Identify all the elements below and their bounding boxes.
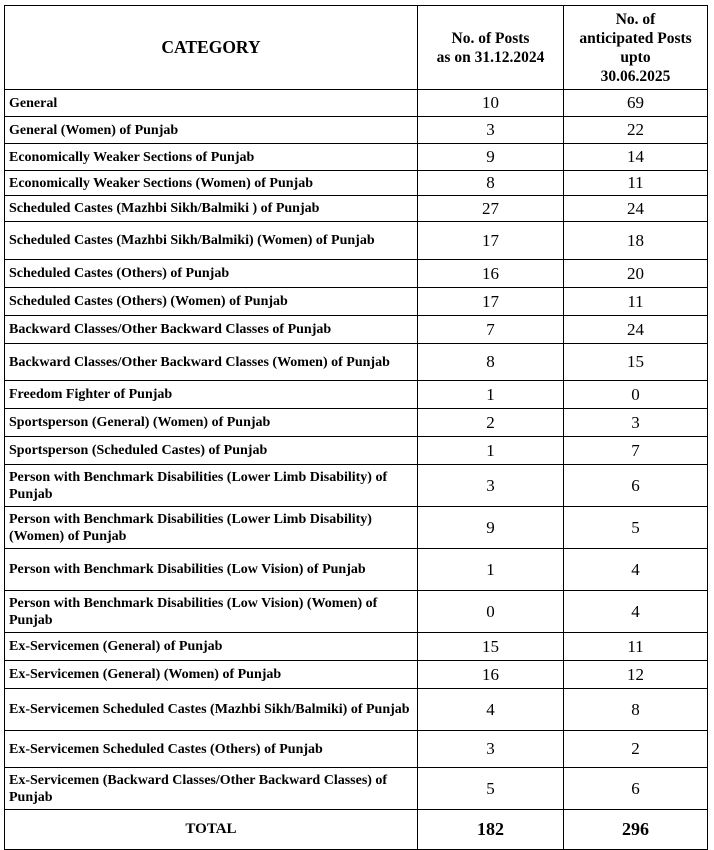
- posts-cell: 3: [418, 465, 564, 507]
- anticipated-cell: 69: [564, 90, 708, 117]
- anticipated-cell: 8: [564, 689, 708, 731]
- anticipated-cell: 2: [564, 731, 708, 768]
- anticipated-cell: 4: [564, 591, 708, 633]
- table-row: [5, 381, 708, 409]
- table-row: [5, 507, 708, 549]
- posts-cell: 4: [418, 689, 564, 731]
- category-cell: Ex-Servicemen (General) (Women) of Punjab: [5, 661, 418, 689]
- posts-cell: 17: [418, 222, 564, 260]
- table-row: [5, 288, 708, 316]
- header-row: [5, 6, 708, 90]
- header-anticipated-line3: upto: [620, 48, 651, 66]
- anticipated-cell: 24: [564, 316, 708, 344]
- category-cell: Ex-Servicemen (Backward Classes/Other Backward Classes) of Punjab: [5, 768, 418, 810]
- table-row: [5, 689, 708, 731]
- category-cell: Scheduled Castes (Others) (Women) of Punjab: [5, 288, 418, 316]
- posts-cell: 3: [418, 731, 564, 768]
- posts-cell: 15: [418, 633, 564, 661]
- anticipated-cell: 20: [564, 260, 708, 288]
- table-row: [5, 144, 708, 171]
- anticipated-cell: 11: [564, 171, 708, 196]
- posts-cell: 8: [418, 344, 564, 381]
- anticipated-cell: 4: [564, 549, 708, 591]
- posts-cell: 16: [418, 260, 564, 288]
- anticipated-cell: 0: [564, 381, 708, 409]
- category-cell: Person with Benchmark Disabilities (Low Vision) (Women) of Punjab: [5, 591, 418, 633]
- anticipated-cell: 7: [564, 437, 708, 465]
- table-row: [5, 437, 708, 465]
- table-row: [5, 222, 708, 260]
- table-row: [5, 260, 708, 288]
- posts-cell: 16: [418, 661, 564, 689]
- table-row: [5, 316, 708, 344]
- category-cell: Freedom Fighter of Punjab: [5, 381, 418, 409]
- header-category: CATEGORY: [5, 6, 418, 90]
- posts-cell: 27: [418, 196, 564, 222]
- category-cell: Scheduled Castes (Others) of Punjab: [5, 260, 418, 288]
- category-cell: Economically Weaker Sections (Women) of Punjab: [5, 171, 418, 196]
- category-cell: Person with Benchmark Disabilities (Low Vision) of Punjab: [5, 549, 418, 591]
- posts-cell: 7: [418, 316, 564, 344]
- category-cell: Sportsperson (Scheduled Castes) of Punjab: [5, 437, 418, 465]
- anticipated-cell: 18: [564, 222, 708, 260]
- table-row: [5, 171, 708, 196]
- table-row: [5, 117, 708, 144]
- anticipated-cell: 22: [564, 117, 708, 144]
- posts-cell: 0: [418, 591, 564, 633]
- header-anticipated-line4: 30.06.2025: [600, 67, 671, 85]
- table-row: [5, 344, 708, 381]
- header-anticipated-line1: No. of: [615, 10, 656, 28]
- anticipated-cell: 24: [564, 196, 708, 222]
- category-cell: Ex-Servicemen Scheduled Castes (Mazhbi Sikh/Balmiki) of Punjab: [5, 689, 418, 731]
- category-cell: Economically Weaker Sections of Punjab: [5, 144, 418, 171]
- category-cell: Person with Benchmark Disabilities (Lower Limb Disability) of Punjab: [5, 465, 418, 507]
- table-row: [5, 465, 708, 507]
- posts-cell: 1: [418, 549, 564, 591]
- anticipated-cell: 5: [564, 507, 708, 549]
- category-cell: General (Women) of Punjab: [5, 117, 418, 144]
- table-row: [5, 731, 708, 768]
- header-posts: [418, 6, 564, 90]
- anticipated-cell: 15: [564, 344, 708, 381]
- posts-cell: 1: [418, 437, 564, 465]
- posts-cell: 17: [418, 288, 564, 316]
- table-row: [5, 591, 708, 633]
- header-anticipated-line2: anticipated Posts: [579, 29, 692, 47]
- posts-cell: 8: [418, 171, 564, 196]
- category-cell: Ex-Servicemen (General) of Punjab: [5, 633, 418, 661]
- anticipated-cell: 3: [564, 409, 708, 437]
- posts-cell: 1: [418, 381, 564, 409]
- header-posts-line1: No. of Posts: [451, 29, 530, 47]
- category-cell: Ex-Servicemen Scheduled Castes (Others) of Punjab: [5, 731, 418, 768]
- anticipated-cell: 6: [564, 465, 708, 507]
- total-label: TOTAL: [5, 810, 418, 850]
- category-cell: Scheduled Castes (Mazhbi Sikh/Balmiki ) of Punjab: [5, 196, 418, 222]
- posts-cell: 5: [418, 768, 564, 810]
- category-cell: Scheduled Castes (Mazhbi Sikh/Balmiki) (Women) of Punjab: [5, 222, 418, 260]
- posts-table: [4, 5, 708, 850]
- table-row: [5, 661, 708, 689]
- table-row: [5, 409, 708, 437]
- posts-cell: 3: [418, 117, 564, 144]
- header-posts-line2: as on 31.12.2024: [436, 48, 545, 66]
- total-anticipated: 296: [564, 810, 708, 850]
- anticipated-cell: 12: [564, 661, 708, 689]
- table-row: [5, 633, 708, 661]
- table-row: [5, 196, 708, 222]
- category-cell: Sportsperson (General) (Women) of Punjab: [5, 409, 418, 437]
- anticipated-cell: 6: [564, 768, 708, 810]
- anticipated-cell: 11: [564, 288, 708, 316]
- category-cell: Backward Classes/Other Backward Classes of Punjab: [5, 316, 418, 344]
- category-cell: Person with Benchmark Disabilities (Lower Limb Disability) (Women) of Punjab: [5, 507, 418, 549]
- category-cell: General: [5, 90, 418, 117]
- table-row: [5, 768, 708, 810]
- posts-cell: 10: [418, 90, 564, 117]
- anticipated-cell: 14: [564, 144, 708, 171]
- table-row: [5, 90, 708, 117]
- total-posts: 182: [418, 810, 564, 850]
- total-row: [5, 810, 708, 850]
- header-anticipated: [564, 6, 708, 90]
- category-cell: Backward Classes/Other Backward Classes (Women) of Punjab: [5, 344, 418, 381]
- table-row: [5, 549, 708, 591]
- posts-cell: 9: [418, 144, 564, 171]
- posts-cell: 9: [418, 507, 564, 549]
- posts-cell: 2: [418, 409, 564, 437]
- anticipated-cell: 11: [564, 633, 708, 661]
